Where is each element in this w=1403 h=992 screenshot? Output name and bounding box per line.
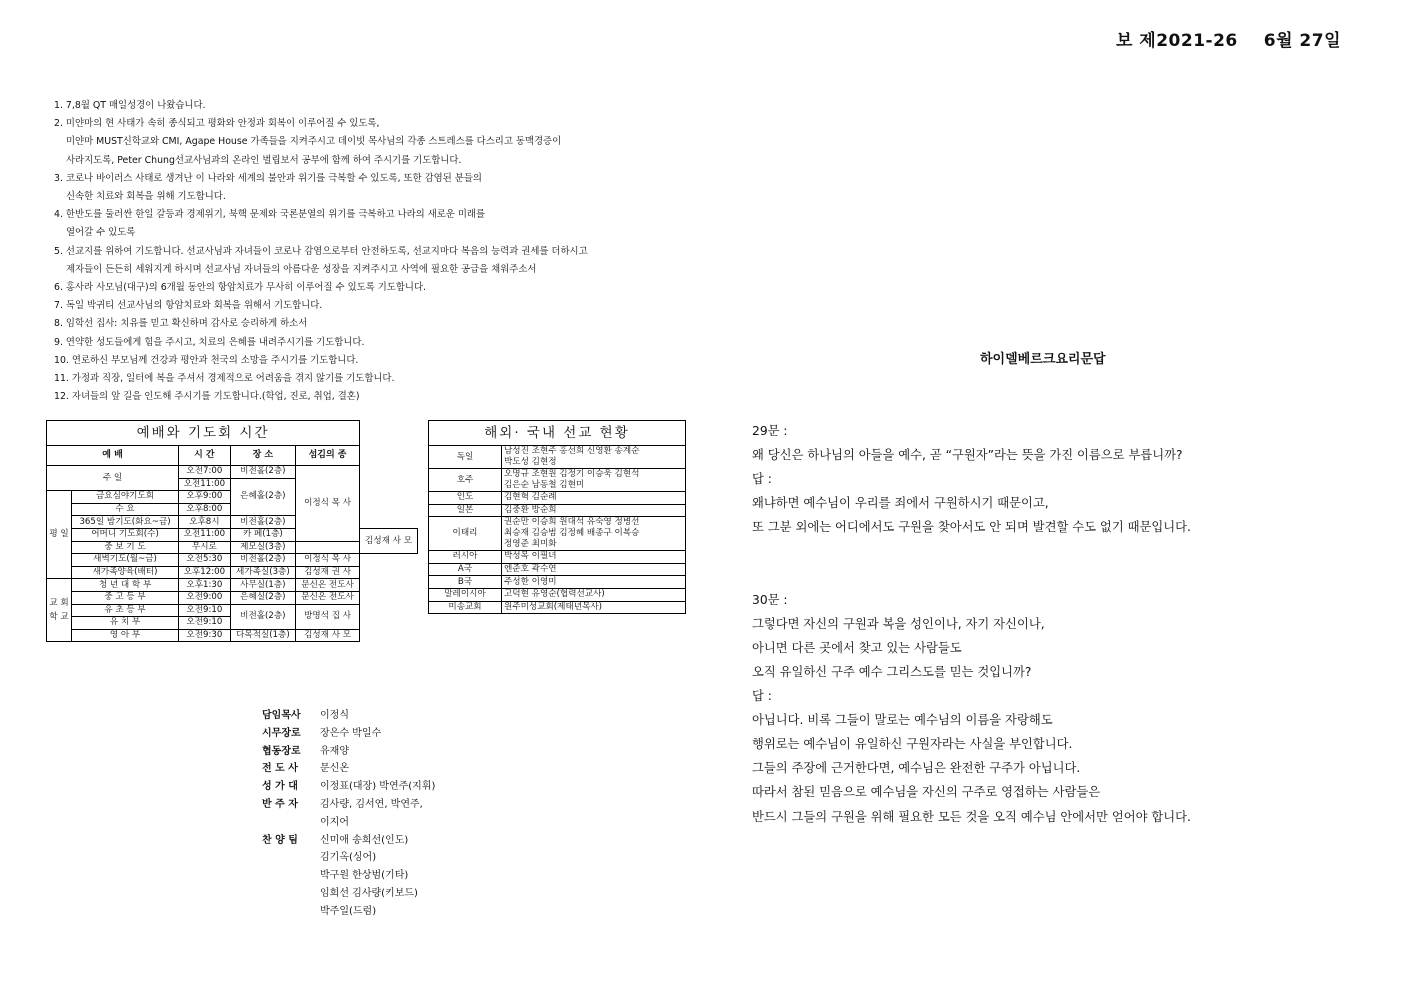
- a30-line: 따라서 참된 믿음으로 예수님을 자신의 구주로 영접하는 사람들은: [752, 785, 1101, 800]
- mission-country: B국: [429, 576, 502, 589]
- staff-role: [262, 814, 320, 832]
- staff-role: [262, 885, 320, 903]
- table-row: 어머니 기도회(수) 오전11:00 카 페(1층) 김성재 사 모: [47, 528, 418, 541]
- mission-country: 독일: [429, 446, 502, 469]
- staff-role: 전 도 사: [262, 763, 298, 775]
- mission-name-line: 김중환 방순희: [504, 504, 557, 515]
- mission-status-table: [428, 420, 686, 614]
- col-header-leader: 섬김의 종: [296, 446, 360, 466]
- table-row: 중 보 기 도 무시로 제모실(3층): [47, 541, 418, 554]
- staff-names: 김기옥(싱어): [320, 852, 377, 864]
- worship-table-title: 예배와 기도회 시간: [47, 421, 360, 446]
- group-weekday: 평 일: [47, 491, 72, 579]
- prayer-item: 1. 7,8월 QT 매일성경이 나왔습니다.: [54, 100, 206, 111]
- table-row: [429, 469, 686, 492]
- table-row: [429, 601, 686, 614]
- staff-names: 유재양: [320, 745, 349, 757]
- staff-names: 김사량, 김서연, 박연주,: [320, 798, 423, 810]
- mission-names: [502, 517, 686, 551]
- prayer-item: 제자들이 든든히 세워지게 하시며 선교사님 자녀들의 아름다운 성장을 지켜주시고 사역에 필요한 공급을 채워주소서: [66, 263, 537, 275]
- table-row: [429, 563, 686, 576]
- a30-line: 그들의 주장에 근거한다면, 예수님은 완전한 구주가 아닙니다.: [752, 761, 1081, 776]
- a30-label: 답 :: [752, 689, 772, 704]
- table-row: [429, 588, 686, 601]
- page-header: [1090, 26, 1341, 51]
- staff-role: 협동장로: [262, 745, 301, 757]
- table-row: 주 일 오전7:00 비전홀(2층) 이정식 목 사: [47, 466, 418, 479]
- staff-row: [262, 778, 435, 796]
- mission-names: [502, 576, 686, 589]
- prayer-item: 5. 선교지를 위하여 기도합니다. 선교사님과 자녀들이 코로나 감염으로부터 안전하도록, 선교지마다 복음의 능력과 권세를 더하시고: [54, 245, 588, 257]
- mission-name-line: 권순만 이승희 원대석 유숙영 정병선: [504, 517, 640, 528]
- mission-country: 인도: [429, 492, 502, 505]
- staff-role: [262, 849, 320, 867]
- table-row: 새벽기도(월~금) 오전5:30 비전홀(2층) 이정식 목 사: [47, 554, 418, 567]
- q30-label: 30문 :: [752, 592, 788, 607]
- mission-name-line: 오명규 조현원 김정기 이승욱 김현석: [504, 469, 640, 479]
- staff-names: 장은수 박일수: [320, 727, 382, 739]
- staff-row: [262, 849, 435, 867]
- mission-name-line: 박성목 이필녀: [504, 551, 557, 562]
- mission-country: A국: [429, 563, 502, 576]
- staff-row: [262, 725, 435, 743]
- prayer-item: 열어갈 수 있도록: [66, 227, 136, 239]
- q30-line: 오직 유일하신 구주 예수 그리스도를 믿는 것입니까?: [752, 664, 1032, 679]
- prayer-item: 2. 미얀마의 현 사태가 속히 종식되고 평화와 안정과 회복이 이루어질 수 있도록,: [54, 118, 380, 130]
- mission-name-line: 김현혁 김순례: [504, 492, 557, 503]
- staff-role: 시무장로: [262, 727, 301, 739]
- a29-label: 답 :: [752, 472, 772, 487]
- table-row: 365일 밤기도(화요~금) 오후8시 비전홀(2층): [47, 516, 418, 529]
- q30-line: 아니면 다른 곳에서 찾고 있는 사람들도: [752, 640, 962, 655]
- mission-name-line: 정영준 최미화: [504, 539, 557, 550]
- catechism-title: 하이델베르크요리문답: [980, 352, 1106, 367]
- mission-name-line: 박도성 김현정: [504, 457, 557, 467]
- a30-line: 반드시 그들의 구원을 위해 필요한 모든 것을 오직 예수님 안에서만 얻어야 합니다.: [752, 809, 1191, 824]
- a30-line: 아닙니다. 비록 그들이 말로는 예수님의 이름을 자랑해도: [752, 713, 1053, 728]
- mission-country: 호주: [429, 469, 502, 492]
- table-row: 영 아 부 오전9:30 다목적실(1층) 김성재 사 모: [47, 629, 418, 642]
- staff-row: [262, 760, 435, 778]
- q29-text: 왜 당신은 하나님의 아들을 예수, 곧 “구원자”라는 뜻을 가진 이름으로 부릅니까?: [752, 448, 1183, 463]
- a30-line: 행위로는 예수님이 유일하신 구원자라는 사실을 부인합니다.: [752, 737, 1073, 752]
- table-row: [429, 492, 686, 505]
- worship-schedule-table: [46, 420, 418, 642]
- staff-names: 이정표(대장) 박연주(지휘): [320, 781, 436, 793]
- mission-name-line: 주성한 이영미: [504, 576, 557, 587]
- prayer-item: 10. 연로하신 부모님께 건강과 평안과 천국의 소망을 주시기를 기도합니다.: [54, 354, 359, 366]
- col-header-service: 예 배: [47, 446, 179, 466]
- mission-names: [502, 563, 686, 576]
- staff-names: 임희선 김사량(키보드): [320, 887, 418, 899]
- prayer-item: 신속한 치료와 회복을 위해 기도합니다.: [66, 191, 226, 203]
- prayer-list: [54, 97, 694, 406]
- prayer-item: 7. 독일 박귀티 선교사님의 항암치료와 회복을 위해서 기도합니다.: [54, 300, 323, 312]
- mission-name-line: 남성진 조현주 홍선희 신영환 송계순: [504, 446, 640, 456]
- staff-names: 문신온: [320, 763, 349, 775]
- table-row: [429, 446, 686, 469]
- mission-name-line: 최승재 김승범 김정혜 배종구 이복승: [504, 528, 640, 539]
- mission-name-line: 고덕현 유영순(협력선교사): [504, 589, 605, 600]
- staff-row: [262, 885, 435, 903]
- table-row: [429, 517, 686, 551]
- staff-names: 신미애 송희선(인도): [320, 834, 409, 846]
- mission-names: [502, 446, 686, 469]
- prayer-item: 11. 가정과 직장, 일터에 복을 주셔서 경제적으로 어려움을 겪지 않기를 기도합니다.: [54, 373, 395, 385]
- group-school: 교 회 학 교: [47, 579, 72, 642]
- table-row: 중 고 등 부 오전9:00 은혜실(2층) 문신온 전도사: [47, 591, 418, 604]
- staff-row: [262, 707, 435, 725]
- mission-country: 미송교회: [429, 601, 502, 614]
- staff-role: [262, 867, 320, 885]
- staff-names: 이정식: [320, 710, 349, 721]
- table-row: [429, 551, 686, 564]
- table-row: 새가족양육(배터) 오후12:00 세가족실(3층) 김성재 권 사: [47, 566, 418, 579]
- staff-role: 성 가 대: [262, 781, 298, 793]
- mission-names: [502, 469, 686, 492]
- table-row: 유 치 부 오전9:10: [47, 617, 418, 630]
- table-row: 수 요 오후8:00: [47, 503, 418, 516]
- mission-name-line: 원주미성교회(제태년목사): [504, 601, 603, 612]
- table-row: [429, 504, 686, 517]
- staff-role: 담임목사: [262, 710, 301, 721]
- mission-names: [502, 588, 686, 601]
- prayer-item: 9. 연약한 성도들에게 힘을 주시고, 치료의 은혜를 내려주시기를 기도합니다.: [54, 336, 365, 348]
- a29-line: 또 그분 외에는 어디에서도 구원을 찾아서도 안 되며 발견할 수도 없기 때문입니다.: [752, 520, 1191, 535]
- mission-country: 말레이시아: [429, 588, 502, 601]
- staff-row: [262, 814, 435, 832]
- mission-names: [502, 492, 686, 505]
- staff-list: [262, 707, 435, 921]
- staff-names: 이지어: [320, 816, 349, 828]
- staff-role: 반 주 자: [262, 798, 298, 810]
- staff-role: 찬 양 팀: [262, 834, 298, 846]
- staff-row: [262, 903, 435, 921]
- prayer-item: 3. 코로나 바이러스 사태로 생겨난 이 나라와 세계의 불안과 위기를 극복할 수 있도록, 또한 감염된 분들의: [54, 172, 482, 184]
- mission-name-line: 김은순 남동철 김현미: [504, 480, 585, 490]
- issue-number: 보 제2021-26: [1115, 31, 1238, 51]
- staff-row: [262, 867, 435, 885]
- staff-names: 박구원 한상범(기타): [320, 870, 409, 882]
- staff-row: [262, 832, 435, 850]
- staff-row: [262, 796, 435, 814]
- table-row: 교 회 학 교 청 년 대 학 부 오후1:30 사무실(1층) 문신온 전도사: [47, 579, 418, 592]
- prayer-item: 미얀마 MUST신학교와 CMI, Agape House 가족들을 지켜주시고 데이빗 목사님의 각종 스트레스를 다스리고 동맥경증이: [66, 136, 562, 148]
- staff-row: [262, 743, 435, 761]
- table-row: [429, 576, 686, 589]
- col-header-place: 장 소: [230, 446, 295, 466]
- mission-country: 러시아: [429, 551, 502, 564]
- staff-role: [262, 903, 320, 921]
- prayer-item: 사라지도록, Peter Chung선교사님과의 온라인 벌립보서 공부에 함께 하여 주시기를 기도합니다.: [66, 154, 462, 166]
- mission-names: [502, 504, 686, 517]
- table-row: 유 초 등 부 오전9:10 비전홀(2층) 방명석 집 사: [47, 604, 418, 617]
- q29-label: 29문 :: [752, 424, 788, 438]
- prayer-item: 4. 한반도를 둘러싼 한일 갈등과 경제위기, 북핵 문제와 국론분열의 위기를 극복하고 나라의 새로운 미래를: [54, 209, 486, 221]
- mission-country: 이태리: [429, 517, 502, 551]
- issue-date: 6월 27일: [1263, 31, 1341, 51]
- prayer-item: 6. 홍사라 사모님(대구)의 6개월 동안의 항암치료가 무사히 이루어질 수 있도록 기도합니다.: [54, 282, 426, 294]
- mission-name-line: 엔준호 곽수연: [504, 564, 557, 575]
- mission-table-title: 해외· 국내 선교 현황: [429, 421, 686, 446]
- q30-line: 그렇다면 자신의 구원과 복을 성인이나, 자기 자신이나,: [752, 616, 1045, 631]
- table-row: 평 일 금요심야기도회 오후9:00: [47, 491, 418, 504]
- table-row: 오전11:00 은혜홀(2층): [47, 478, 418, 491]
- a29-line: 왜냐하면 예수님이 우리를 죄에서 구원하시기 때문이고,: [752, 496, 1049, 511]
- mission-names: [502, 551, 686, 564]
- prayer-item: 8. 임학선 집사: 치유를 믿고 확신하며 감사로 승리하게 하소서: [54, 318, 308, 330]
- prayer-item: 12. 자녀들의 앞 길을 인도해 주시기를 기도합니다.(학업, 진로, 취업, 결혼): [54, 391, 360, 403]
- mission-country: 일본: [429, 504, 502, 517]
- staff-names: 박주일(드럼): [320, 905, 377, 917]
- col-header-time: 시 간: [179, 446, 231, 466]
- catechism-section: [752, 419, 1191, 829]
- mission-names: [502, 601, 686, 614]
